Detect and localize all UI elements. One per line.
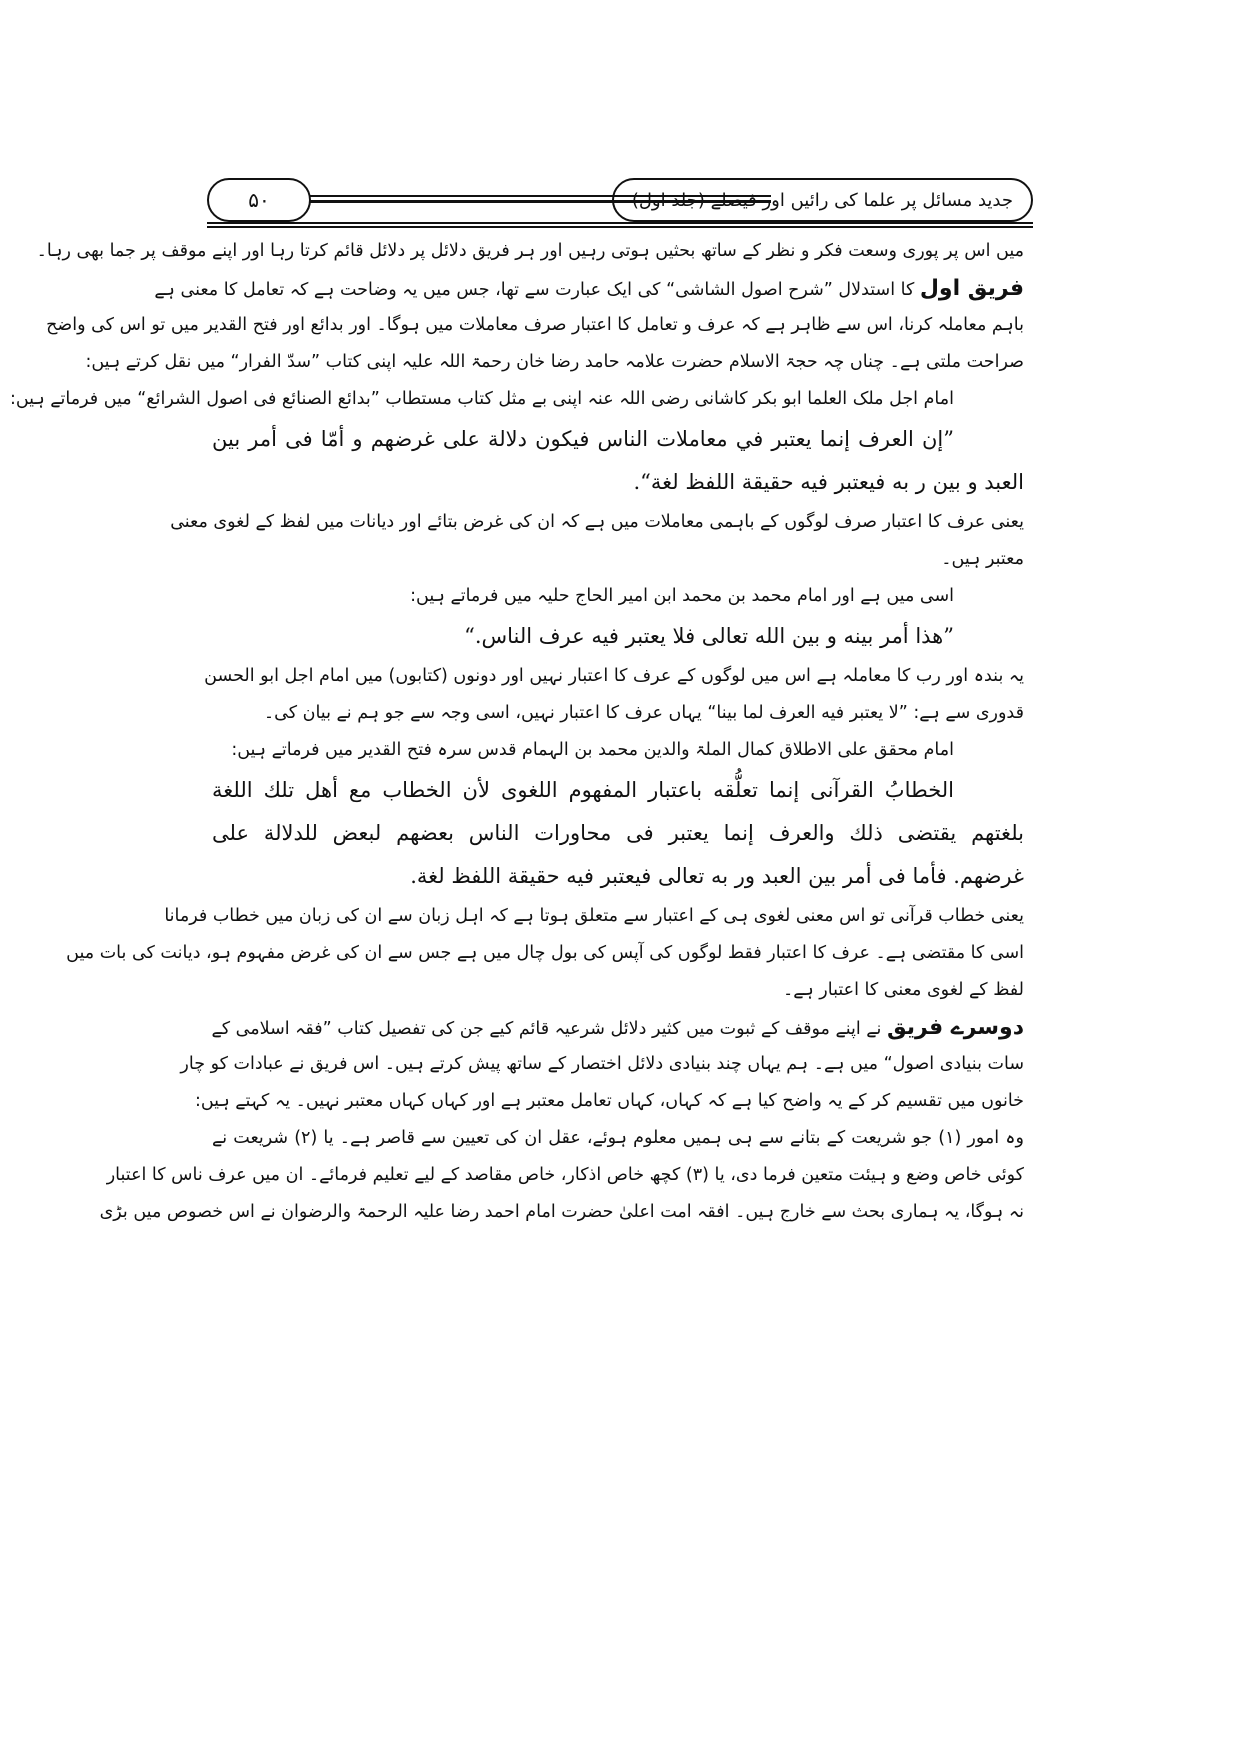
- text-line: [99, 1194, 1024, 1231]
- line-text: اسی کا مقتضی ہے۔ عرف کا اعتبار فقط لوگوں کی آپس کی بول چال میں ہے جس سے ان کی غرض مفہوم ہو، دیانت کی بات میں: [66, 943, 1024, 963]
- text-line: [212, 732, 1024, 769]
- page-header: [207, 178, 1033, 224]
- text-line: [180, 1046, 1024, 1083]
- text-line: [212, 855, 1024, 898]
- text-line: [212, 972, 1024, 1009]
- text-line: [212, 615, 1024, 658]
- line-text: لفظ کے لغوی معنی کا اعتبار ہے۔: [782, 980, 1024, 1000]
- text-line: [46, 307, 1024, 344]
- page-number: ۵۰: [207, 178, 311, 222]
- text-line: [212, 461, 1024, 504]
- text-line: [212, 418, 1024, 461]
- line-text: خانوں میں تقسیم کر کے یہ واضح کیا ہے کہ کہاں، کہاں تعامل معتبر ہے اور کہاں کہاں معتبر نہیں۔ یہ کہتے ہیں:: [194, 1091, 1024, 1111]
- line-text: ”إن العرف إنما يعتبر في معاملات الناس فيكون دلالة على غرضهم و أمّا فى أمر بين: [212, 427, 954, 451]
- line-text: قدوری سے ہے: ”لا يعتبر فيه العرف لما بينا“ یہاں عرف کا اعتبار نہیں، اسی وجہ سے جو ہم نے بیان کی۔: [263, 703, 1024, 723]
- text-line: [212, 769, 1024, 812]
- page-body: [9, 233, 1024, 1231]
- text-line: [204, 658, 1024, 695]
- line-text: الخطابُ القرآنى إنما تعلُّقه باعتبار المفهوم اللغوى لأن الخطاب مع أهل تلك اللغة: [212, 778, 954, 802]
- text-line: [212, 695, 1024, 732]
- line-text: صراحت ملتی ہے۔ چناں چہ حجۃ الاسلام حضرت علامہ حامد رضا خان رحمۃ اللہ علیہ اپنی کتاب ”سدّ الفرار“ میں نقل کرتے ہیں:: [85, 352, 1024, 372]
- text-line: [212, 1009, 1024, 1046]
- text-line: [85, 344, 1024, 381]
- line-text: میں اس پر پوری وسعت فکر و نظر کے ساتھ بحثیں ہوتی رہیں اور ہر فریق دلائل پر دلائل قائم کرتا رہا اور اپنے موقف پر جما بھی رہا۔: [36, 241, 1024, 261]
- text-line: [212, 812, 1024, 855]
- line-text: نہ ہوگا، یہ ہماری بحث سے خارج ہیں۔ افقہ امت اعلیٰ حضرت امام احمد رضا علیہ الرحمۃ والرضوان نے اس خصوص میں بڑی: [99, 1202, 1024, 1222]
- text-line: [212, 1120, 1024, 1157]
- text-line: [36, 233, 1024, 270]
- text-line: [194, 1083, 1024, 1120]
- line-text: امام اجل ملک العلما ابو بکر کاشانی رضی اللہ عنہ اپنی بے مثل کتاب مستطاب ”بدائع الصنائع فی اصول الشرائع“ میں فرماتے ہیں:: [9, 389, 954, 409]
- line-text: وہ امور (۱) جو شریعت کے بتانے سے ہی ہمیں معلوم ہوئے، عقل ان کی تعیین سے قاصر ہے۔ یا (۲) شریعت نے: [212, 1128, 1024, 1148]
- text-line: [9, 381, 1024, 418]
- line-text: امام محقق علی الاطلاق کمال الملۃ والدین محمد بن الہمام قدس سرہ فتح القدیر میں فرماتے ہیں:: [231, 740, 954, 760]
- line-text: ”هذا أمر بينه و بين الله تعالى فلا يعتبر فيه عرف الناس.“: [464, 624, 954, 648]
- text-line: [106, 1157, 1024, 1194]
- line-text: کوئی خاص وضع و ہیئت متعین فرما دی، یا (۳) کچھ خاص اذکار، خاص مقاصد کے لیے تعلیم فرمائے۔ ان میں عرف ناس کا اعتبار: [106, 1165, 1024, 1185]
- text-line: [212, 578, 1024, 615]
- text-line: [154, 270, 1024, 307]
- line-text: سات بنیادی اصول“ میں ہے۔ ہم یہاں چند بنیادی دلائل اختصار کے ساتھ پیش کرتے ہیں۔ اس فریق نے عبادات کو چار: [180, 1054, 1024, 1074]
- line-text: العبد و بين ر به فيعتبر فيه حقيقة اللفظ لغة“.: [633, 470, 1024, 494]
- line-text: کا استدلال ”شرح اصول الشاشی“ کی ایک عبارت سے تھا، جس میں یہ وضاحت ہے کہ تعامل کا معنی ہے: [154, 280, 920, 300]
- line-text: معتبر ہیں۔: [941, 549, 1024, 569]
- line-text: باہم معاملہ کرنا، اس سے ظاہر ہے کہ عرف و تعامل کا اعتبار صرف معاملات میں ہوگا۔ اور بدائع اور فتح القدیر میں تو اس کی واضح: [46, 315, 1024, 335]
- text-line: [170, 504, 1024, 541]
- text-line: [212, 541, 1024, 578]
- text-line: [66, 935, 1024, 972]
- line-text: غرضهم. فأما فى أمر بين العبد ور به تعالى فيعتبر فيه حقيقة اللفظ لغة.: [410, 864, 1024, 888]
- header-divider: [207, 222, 1033, 228]
- line-text: یہ بندہ اور رب کا معاملہ ہے اس میں لوگوں کے عرف کا اعتبار نہیں اور دونوں (کتابوں) میں امام اجل ابو الحسن: [204, 666, 1024, 686]
- text-line: [164, 898, 1024, 935]
- line-text: اسی میں ہے اور امام محمد بن محمد ابن امیر الحاج حلیہ میں فرماتے ہیں:: [410, 586, 954, 606]
- line-text: بلغتهم يقتضى ذلك والعرف إنما يعتبر فى محاورات الناس بعضهم لبعض للدلالة على: [212, 821, 1024, 845]
- section-heading: دوسرے فریق: [886, 1015, 1024, 1040]
- book-title: جدید مسائل پر علما کی رائیں اور فیصلے (جلد اول): [612, 178, 1033, 222]
- line-text: یعنی خطاب قرآنی تو اس معنی لغوی ہی کے اعتبار سے متعلق ہوتا ہے کہ اہل زبان سے ان کی زبان میں خطاب فرمانا: [164, 906, 1024, 926]
- line-text: نے اپنے موقف کے ثبوت میں کثیر دلائل شرعیہ قائم کیے جن کی تفصیل کتاب ”فقہ اسلامی کے: [211, 1019, 887, 1039]
- section-heading: فریق اول: [919, 276, 1024, 301]
- line-text: یعنی عرف کا اعتبار صرف لوگوں کے باہمی معاملات میں ہے کہ ان کی غرض بتائے اور دیانات میں لفظ کے لغوی معنی: [170, 512, 1024, 532]
